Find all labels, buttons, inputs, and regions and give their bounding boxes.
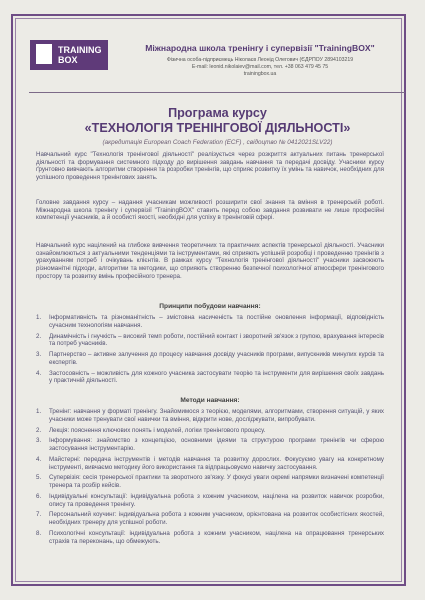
principle-item <box>36 314 384 329</box>
method-number: 6. <box>36 492 42 500</box>
logo-mark-icon <box>36 44 52 64</box>
principle-number: 4. <box>36 369 42 377</box>
method-text: Інформування: знайомство з концепцією, основними ідеями та структурою програми тренінгів чи сферою застосування інструментарію. <box>49 437 384 452</box>
program-title-line-2: «ТЕХНОЛОГІЯ ТРЕНІНГОВОЇ ДІЯЛЬНОСТІ» <box>84 121 351 135</box>
principle-number: 1. <box>36 314 42 321</box>
method-text: Супервізія: сесія тренерської практики та зворотного зв'язку. У фокусі уваги окремі напрямки визначені компетенції тренера та розбір кейсів. <box>49 474 384 489</box>
principle-number: 2. <box>36 332 42 340</box>
goal-paragraph: Головне завдання курсу – надання учасникам можливості розширити свої знання та вміння в тренерській роботі. Міжнародна школа тренінгу і супервізії "TrainingBOX" ставить перед собою завдання розвивати не лише професійні компетенції учасників, а й особисті якості, необхідні для успіху в тренінговій сфері. <box>36 199 384 222</box>
method-text: Майстерні: передача інструментів і методів навчання та розвитку дорослих. Фокусуємо увагу на конкретному інструменті, вивчаємо методику його використання та відпрацьовуємо навичку застосування. <box>49 455 384 471</box>
method-number: 4. <box>36 455 42 463</box>
principles-list <box>36 314 384 388</box>
method-number: 1. <box>36 408 42 415</box>
principle-number: 3. <box>36 351 42 358</box>
method-item <box>36 427 384 435</box>
method-number: 3. <box>36 437 42 445</box>
method-number: 7. <box>36 511 42 519</box>
principle-text: Інформативність та різноманітність – змістовна насиченість та постійне оновлення інформації, відповідність сучасним технологіям навчання. <box>49 314 384 329</box>
method-item <box>36 437 384 452</box>
principle-text: Застосовність – можливість для кожного учасника застосувати теорію та інструменти для вирішення своїх завдань у практичній діяльності. <box>49 369 384 385</box>
intro-paragraph: Навчальний курс "Технологія тренінгової діяльності" реалізується через розкриття актуальних питань тренерської діяльності та формування системного підходу до вирішення завдань навчання та передачі досвіду. Учасники курсу ґрунтовно вивчають алгоритми створення та розробки тренінгів, що сприяє розвитку їх умінь та навичок, необхідних для успішного проведення тренінгових занять. <box>36 151 384 182</box>
principles-heading: Принципи побудови навчання: <box>159 303 261 310</box>
method-item <box>36 493 384 508</box>
header-divider <box>29 92 405 93</box>
focus-paragraph: Навчальний курс націлений на глибоке вивчення теоретичних та практичних аспектів тренерської діяльності. Учасники ознайомлюються з актуальними тенденціями та інструментами, які сприяють успішній розробці і проведенню тренінгів з урахуванням потреб і очікувань клієнтів. В рамках курсу "Технологія тренінгової діяльності" учасники засвоюють різноманітні підходи, алгоритми та методики, що сприяють створенню безпечної психологічної атмосфери тренінгового простору та розвитку вмінь професійного тренера. <box>36 242 384 280</box>
methods-heading: Методи навчання: <box>180 397 240 404</box>
contact-line-3: trainingbox.ua <box>243 71 277 77</box>
methods-list <box>36 408 384 548</box>
contact-info <box>120 57 400 78</box>
method-item <box>36 456 384 471</box>
method-text: Індивідуальні консультації: індивідуальна робота з кожним учасником, націлена на розвиток навичок розробки, опису та проведення тренінгу. <box>49 492 384 508</box>
contact-line-1: Фізична особа-підприємець Ніколаєв Леонід Олегович (ЄДРПОУ 2894103219 <box>166 57 354 63</box>
method-item <box>36 530 384 545</box>
principle-text: Динамічність і гнучкість – високий темп роботи, постійний контакт і зворотний зв'язок з групою, врахування інтересів та потреб учасників. <box>49 332 384 348</box>
trainingbox-logo <box>30 40 108 70</box>
principle-item <box>36 370 384 385</box>
method-text: Психологічні консультації: індивідуальна робота з кожним учасником, націлена на опрацювання тренерських страхів та переконань, що обмежують. <box>49 529 384 545</box>
principle-item <box>36 351 384 366</box>
method-item <box>36 408 384 423</box>
method-text: Лекція: пояснення ключових понять і моделей, логіки тренінгового процесу. <box>49 426 266 434</box>
accreditation-note: (акредитація European Coach Federation (ECF) , свідоцтво № 0412021SLV22) <box>102 139 333 146</box>
method-number: 5. <box>36 474 42 482</box>
method-item <box>36 474 384 489</box>
method-text: Персональний коучинг: індивідуальна робота з кожним учасником, орієнтована на розвиток особистісних якостей, необхідних тренеру для успішної роботи. <box>49 511 384 526</box>
logo-line-2: BOX <box>58 55 78 65</box>
program-title-line-1: Програма курсу <box>168 106 267 120</box>
principle-item <box>36 333 384 348</box>
method-text: Тренінг: навчання у форматі тренінгу. Знайомимося з теорією, моделями, алгоритмами, створення ситуацій, у яких учасники може тренувати свої навички та вміння, відкрити нове, досліджувати, випробувати. <box>49 408 384 423</box>
contact-line-2: E-mail: leonid.nikolaiev@mail.com, тел. +38 063 479 45 75 <box>191 64 329 70</box>
method-number: 2. <box>36 426 42 434</box>
method-item <box>36 511 384 526</box>
school-name: Міжнародна школа тренінгу і супервізії "TrainingBOX" <box>145 43 375 53</box>
principle-text: Партнерство – активне залучення до процесу навчання досвіду учасників програми, випускників минулих курсів та експертів. <box>49 351 384 366</box>
logo-line-1: TRAINING <box>58 45 102 55</box>
method-number: 8. <box>36 529 42 537</box>
